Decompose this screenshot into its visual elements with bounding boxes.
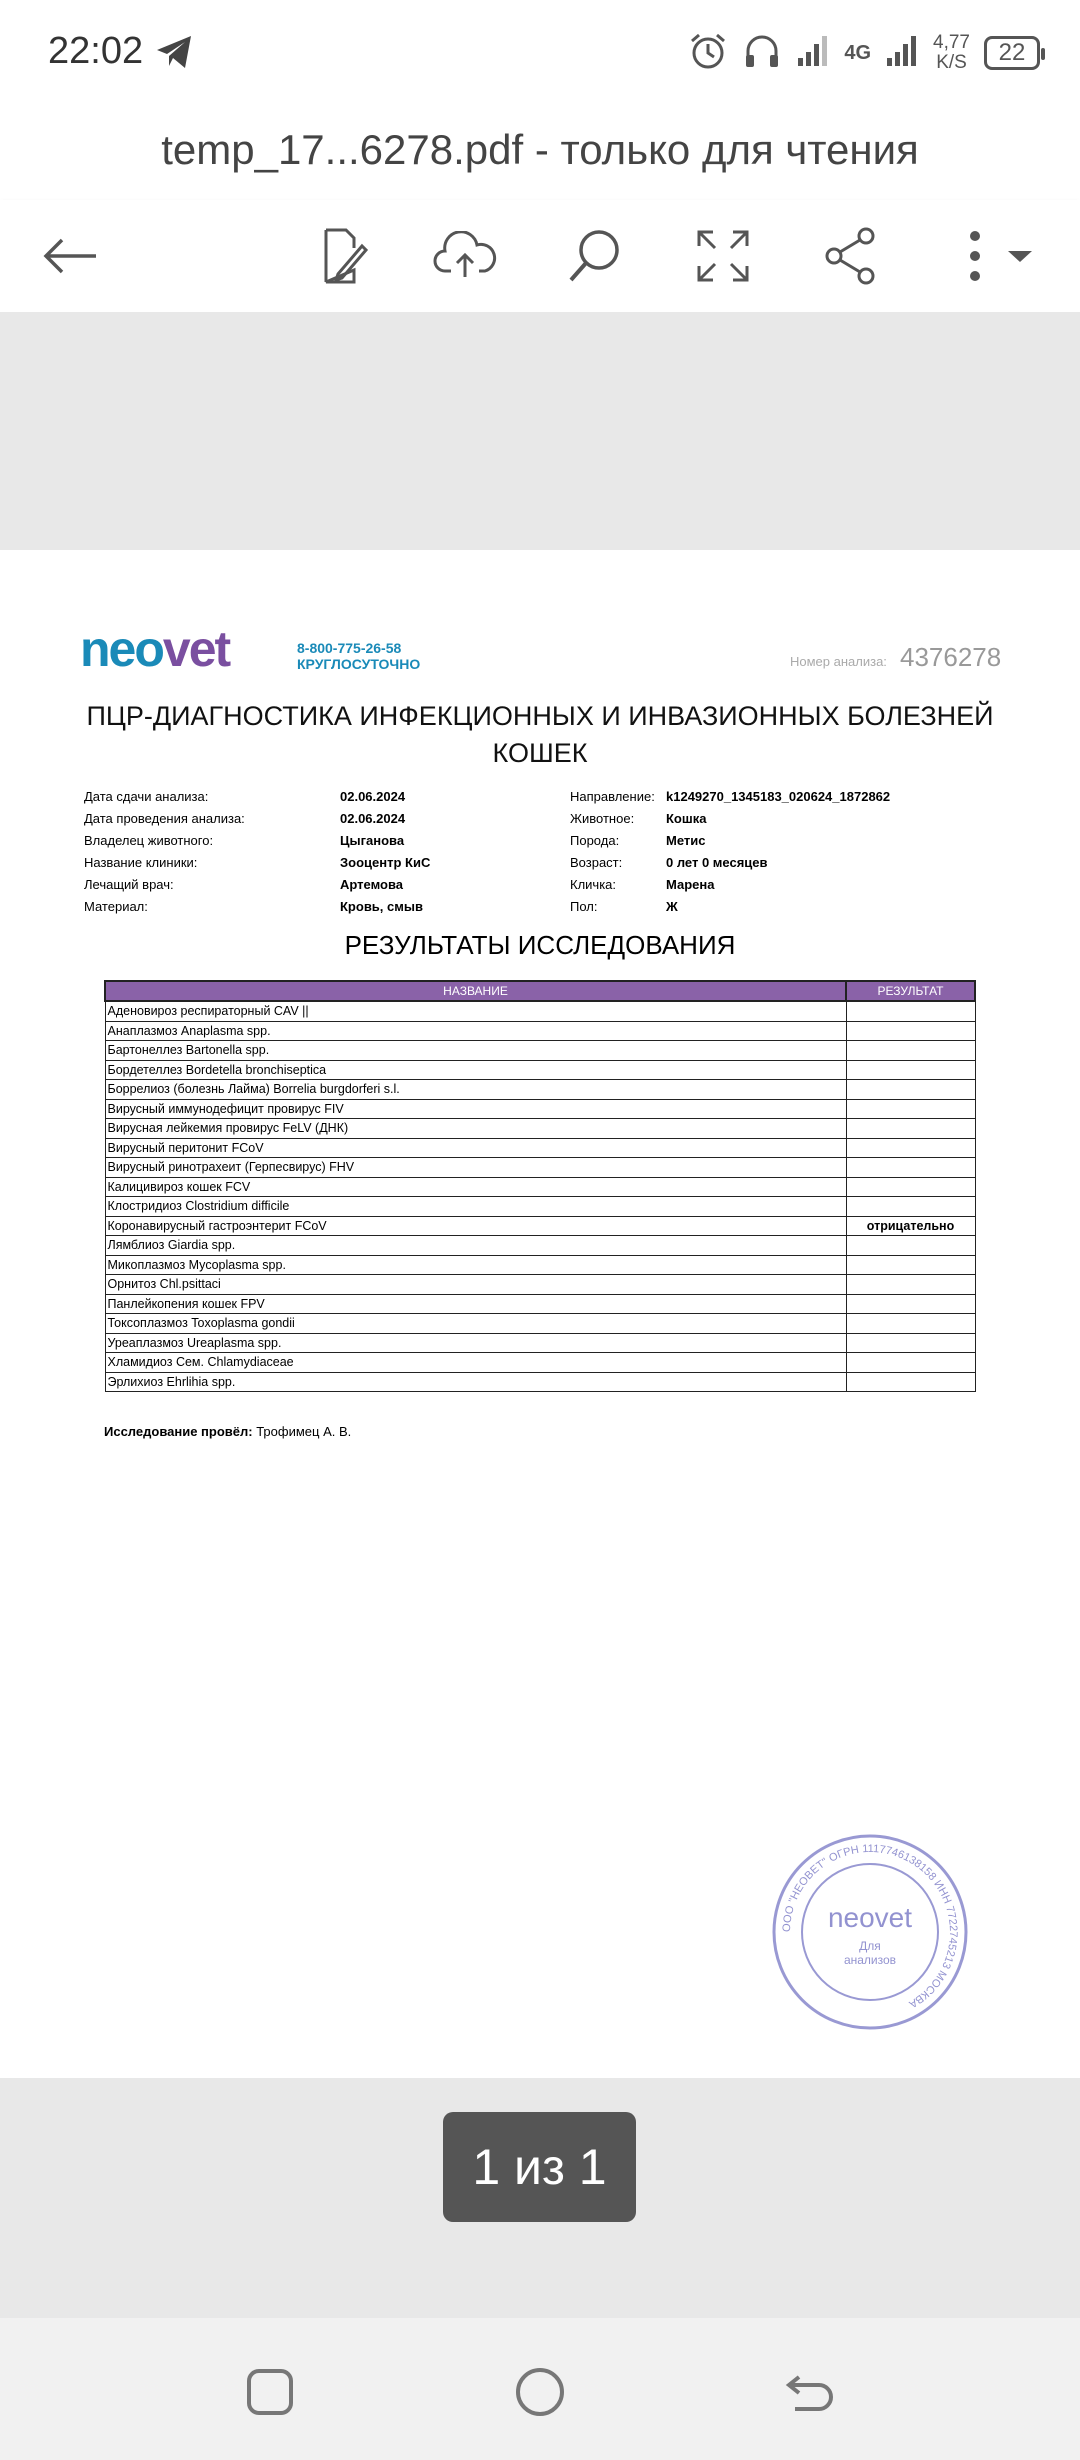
- test-name: Хламидиоз Сем. Chlamydiaceae: [105, 1353, 846, 1373]
- test-result: [846, 1314, 975, 1334]
- info-label: Лечащий врач:: [84, 877, 174, 892]
- test-result: [846, 1041, 975, 1061]
- svg-text:ООО "НЕОВЕТ" ОГРН 111774613815: ООО "НЕОВЕТ" ОГРН 1117746138158 ИНН 7722745213 МОСКВА: [780, 1842, 960, 2011]
- speed-unit: K/S: [936, 52, 967, 73]
- telegram-icon: [155, 34, 195, 75]
- share-button[interactable]: [810, 216, 890, 296]
- test-name: Орнитоз Chl.psittaci: [105, 1275, 846, 1295]
- test-name: Анаплазмоз Anaplasma spp.: [105, 1021, 846, 1041]
- info-label: Кличка:: [570, 877, 617, 892]
- info-label: Материал:: [84, 899, 148, 914]
- recents-button[interactable]: [230, 2352, 310, 2432]
- speed-value: 4,77: [933, 32, 970, 53]
- svg-text:neovet: neovet: [827, 1902, 913, 1933]
- svg-text:Для: Для: [859, 1939, 881, 1953]
- table-row: [105, 1080, 975, 1100]
- table-row: [105, 1333, 975, 1353]
- info-value: Метис: [666, 833, 706, 848]
- info-value: Цыганова: [340, 833, 405, 848]
- test-result: [846, 1119, 975, 1139]
- network-speed: [933, 33, 970, 73]
- test-name: Боррелиоз (болезнь Лайма) Borrelia burgdorferi s.l.: [105, 1080, 846, 1100]
- test-result: [846, 1294, 975, 1314]
- toolbar: [0, 200, 1080, 312]
- test-name: Аденовироз респираторный CAV ||: [105, 1001, 846, 1021]
- table-row: [105, 1294, 975, 1314]
- back-arrow-icon: [40, 236, 100, 276]
- svg-text:neovet: neovet: [80, 626, 230, 676]
- info-label: Дата сдачи анализа:: [84, 789, 209, 804]
- table-row: [105, 1177, 975, 1197]
- fullscreen-icon: [695, 228, 751, 284]
- test-name: Коронавирусный гастроэнтерит FCoV: [105, 1216, 846, 1236]
- test-result: [846, 1080, 975, 1100]
- table-row: [105, 1158, 975, 1178]
- test-result: [846, 1001, 975, 1021]
- info-value: Артемова: [340, 877, 404, 892]
- battery-indicator: 22: [984, 36, 1040, 70]
- dropdown-arrow-icon: [1005, 248, 1035, 264]
- test-name: Панлейкопения кошек FPV: [105, 1294, 846, 1314]
- document-title: temp_17...6278.pdf - только для чтения: [161, 126, 919, 173]
- table-row: [105, 1197, 975, 1217]
- info-value: Ж: [666, 899, 678, 914]
- table-row: [105, 1060, 975, 1080]
- info-value: 02.06.2024: [340, 811, 406, 826]
- test-result: [846, 1236, 975, 1256]
- table-row: [105, 1255, 975, 1275]
- cloud-upload-icon: [433, 231, 497, 281]
- info-value: Кровь, смыв: [340, 899, 423, 914]
- test-result: отрицательно: [846, 1216, 975, 1236]
- status-bar: [0, 0, 1080, 100]
- back-icon: [783, 2367, 837, 2417]
- info-right-values: [666, 786, 890, 918]
- table-row: [105, 1216, 975, 1236]
- info-value: 0 лет 0 месяцев: [666, 855, 768, 870]
- column-header-result: РЕЗУЛЬТАТ: [846, 981, 975, 1001]
- test-name: Уреаплазмоз Ureaplasma spp.: [105, 1333, 846, 1353]
- info-right-labels: [570, 786, 655, 918]
- page-indicator: 1 из 1: [443, 2112, 636, 2222]
- test-name: Микоплазмоз Mycoplasma spp.: [105, 1255, 846, 1275]
- test-result: [846, 1021, 975, 1041]
- edit-icon: [312, 226, 368, 286]
- results-title: РЕЗУЛЬТАТЫ ИССЛЕДОВАНИЯ: [344, 930, 736, 960]
- back-button[interactable]: [30, 216, 110, 296]
- share-icon: [822, 226, 878, 286]
- info-value: Марена: [666, 877, 715, 892]
- edit-button[interactable]: [300, 216, 380, 296]
- test-name: Токсоплазмоз Toxoplasma gondii: [105, 1314, 846, 1334]
- info-value: Кошка: [666, 811, 707, 826]
- test-name: Калицивироз кошек FCV: [105, 1177, 846, 1197]
- status-time: 22:02: [48, 30, 144, 72]
- test-result: [846, 1372, 975, 1392]
- test-name: Бордетеллез Bordetella bronchiseptica: [105, 1060, 846, 1080]
- table-row: [105, 1275, 975, 1295]
- search-button[interactable]: [555, 216, 635, 296]
- phone-number: 8-800-775-26-58: [297, 640, 402, 656]
- home-button[interactable]: [500, 2352, 580, 2432]
- info-label: Владелец животного:: [84, 833, 214, 848]
- home-icon: [513, 2365, 567, 2419]
- hours: КРУГЛОСУТОЧНО: [297, 656, 421, 672]
- test-result: [846, 1177, 975, 1197]
- info-left-values: [340, 786, 430, 918]
- signal-icon: [796, 34, 830, 73]
- test-name: Вирусный перитонит FCoV: [105, 1138, 846, 1158]
- recents-icon: [245, 2367, 295, 2417]
- test-result: [846, 1099, 975, 1119]
- signal-icon-2: [885, 34, 919, 73]
- info-value: 02.06.2024: [340, 789, 406, 804]
- performer: [104, 1424, 351, 1439]
- more-icon: [965, 228, 1005, 284]
- test-result: [846, 1255, 975, 1275]
- table-row: [105, 1138, 975, 1158]
- test-name: Вирусная лейкемия провирус FeLV (ДНК): [105, 1119, 846, 1139]
- info-label: Название клиники:: [84, 855, 198, 870]
- more-button[interactable]: [950, 216, 1050, 296]
- performer-name: Трофимец А. В.: [256, 1424, 352, 1439]
- info-label: Порода:: [570, 833, 620, 848]
- test-name: Вирусный ринотрахеит (Герпесвирус) FHV: [105, 1158, 846, 1178]
- info-label: Животное:: [570, 811, 635, 826]
- test-result: [846, 1275, 975, 1295]
- info-label: Дата проведения анализа:: [84, 811, 245, 826]
- table-row: [105, 1021, 975, 1041]
- info-value: Зооцентр КиС: [340, 855, 431, 870]
- test-name: Лямблиоз Giardia spp.: [105, 1236, 846, 1256]
- info-label: Направление:: [570, 789, 655, 804]
- network-type: 4G: [844, 42, 872, 64]
- headphones-icon: [742, 31, 782, 76]
- test-result: [846, 1138, 975, 1158]
- info-label: Пол:: [570, 899, 598, 914]
- test-name: Бартонеллез Bartonella spp.: [105, 1041, 846, 1061]
- back-nav-button[interactable]: [770, 2352, 850, 2432]
- test-result: [846, 1158, 975, 1178]
- table-row: [105, 1099, 975, 1119]
- analysis-number-label: Номер анализа:: [790, 654, 887, 669]
- analysis-number: 4376278: [900, 642, 1002, 672]
- table-row: [105, 1119, 975, 1139]
- fullscreen-button[interactable]: [683, 216, 763, 296]
- info-left-labels: [84, 786, 245, 918]
- table-row: [105, 1041, 975, 1061]
- test-name: Вирусный иммунодефицит провирус FIV: [105, 1099, 846, 1119]
- test-result: [846, 1353, 975, 1373]
- system-nav-bar: [0, 2318, 1080, 2460]
- test-name: Эрлихиоз Ehrlihia spp.: [105, 1372, 846, 1392]
- clinic-stamp: [770, 1832, 970, 2032]
- info-value: k1249270_1345183_020624_1872862: [666, 789, 891, 804]
- report-title: ПЦР-ДИАГНОСТИКА ИНФЕКЦИОННЫХ И ИНВАЗИОННЫХ БОЛЕЗНЕЙ КОШЕК: [86, 701, 994, 768]
- table-row: [105, 1001, 975, 1021]
- test-result: [846, 1060, 975, 1080]
- column-header-name: НАЗВАНИЕ: [105, 981, 846, 1001]
- test-result: [846, 1333, 975, 1353]
- neovet-logo: [80, 626, 260, 681]
- pdf-page[interactable]: [0, 550, 1080, 2078]
- upload-button[interactable]: [425, 216, 505, 296]
- svg-text:анализов: анализов: [843, 1953, 897, 1967]
- table-row: [105, 1353, 975, 1373]
- hotline: [297, 640, 420, 672]
- test-result: [846, 1197, 975, 1217]
- info-label: Возраст:: [570, 855, 623, 870]
- results-table: [104, 980, 976, 1392]
- status-icons: [688, 28, 1040, 78]
- alarm-icon: [688, 31, 728, 76]
- table-row: [105, 1372, 975, 1392]
- table-row: [105, 1236, 975, 1256]
- performer-label: Исследование провёл:: [104, 1424, 253, 1439]
- table-header-row: [105, 981, 975, 1001]
- table-row: [105, 1314, 975, 1334]
- search-icon: [565, 226, 625, 286]
- test-name: Клостридиоз Clostridium difficile: [105, 1197, 846, 1217]
- viewer-background-top: [0, 312, 1080, 550]
